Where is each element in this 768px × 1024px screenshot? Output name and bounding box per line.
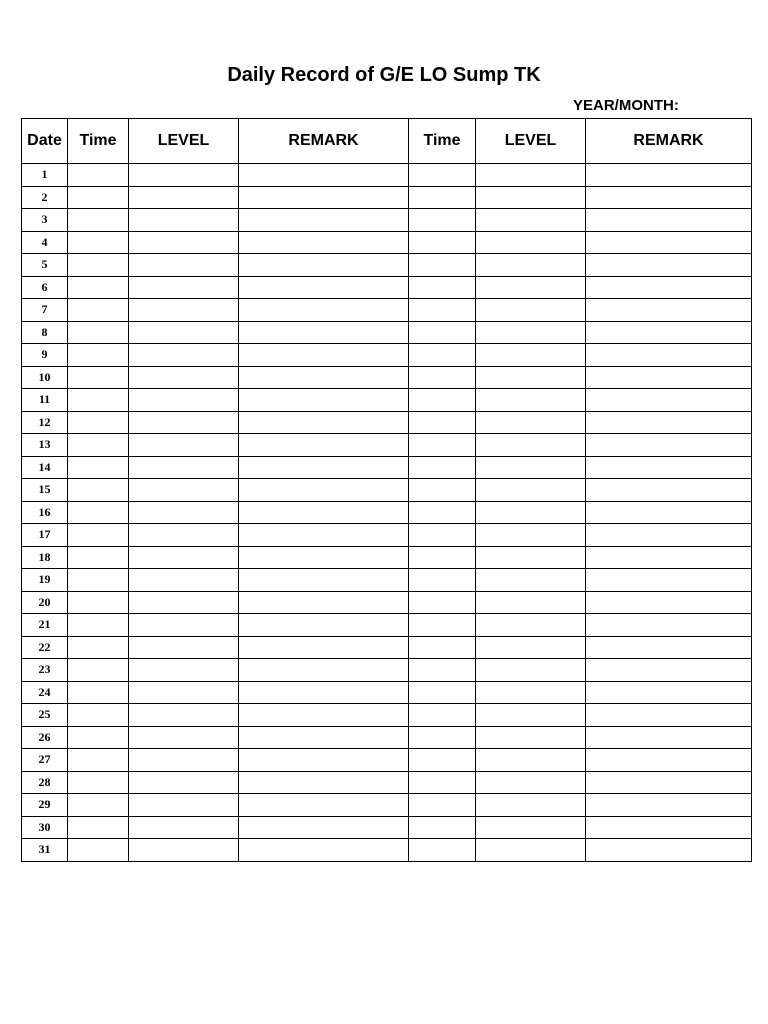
table-row [22,704,752,727]
level-2-cell [476,501,586,524]
level-1-cell [129,569,239,592]
time-2-cell [409,434,476,457]
remark-1-cell [239,434,409,457]
date-cell: 10 [22,366,68,389]
remark-2-cell [586,569,752,592]
level-2-cell [476,209,586,232]
time-2-cell [409,794,476,817]
record-table [21,118,752,862]
time-1-cell [68,366,129,389]
time-2-cell [409,659,476,682]
header-level-2: LEVEL [476,119,586,164]
level-1-cell [129,344,239,367]
date-cell: 7 [22,299,68,322]
time-2-cell [409,164,476,187]
remark-1-cell [239,749,409,772]
date-cell: 13 [22,434,68,457]
time-1-cell [68,276,129,299]
level-1-cell [129,411,239,434]
time-1-cell [68,749,129,772]
date-cell: 3 [22,209,68,232]
remark-1-cell [239,704,409,727]
time-2-cell [409,546,476,569]
time-1-cell [68,726,129,749]
date-cell: 22 [22,636,68,659]
table-row [22,299,752,322]
remark-1-cell [239,231,409,254]
remark-1-cell [239,614,409,637]
level-2-cell [476,816,586,839]
time-2-cell [409,344,476,367]
date-cell: 16 [22,501,68,524]
time-2-cell [409,411,476,434]
time-2-cell [409,839,476,862]
date-cell: 18 [22,546,68,569]
time-1-cell [68,839,129,862]
remark-2-cell [586,726,752,749]
time-2-cell [409,614,476,637]
level-1-cell [129,186,239,209]
time-1-cell [68,681,129,704]
remark-1-cell [239,186,409,209]
date-cell: 1 [22,164,68,187]
remark-1-cell [239,681,409,704]
table-row [22,681,752,704]
header-level-1: LEVEL [129,119,239,164]
level-1-cell [129,299,239,322]
table-row [22,434,752,457]
time-2-cell [409,749,476,772]
time-1-cell [68,456,129,479]
level-2-cell [476,164,586,187]
level-1-cell [129,659,239,682]
remark-1-cell [239,771,409,794]
remark-1-cell [239,659,409,682]
date-cell: 11 [22,389,68,412]
level-1-cell [129,816,239,839]
date-cell: 28 [22,771,68,794]
level-2-cell [476,546,586,569]
level-2-cell [476,434,586,457]
time-1-cell [68,321,129,344]
table-row [22,546,752,569]
level-2-cell [476,231,586,254]
level-2-cell [476,591,586,614]
time-2-cell [409,704,476,727]
record-table-body [22,164,752,862]
table-row [22,411,752,434]
level-1-cell [129,501,239,524]
level-1-cell [129,794,239,817]
level-1-cell [129,681,239,704]
remark-2-cell [586,321,752,344]
remark-1-cell [239,164,409,187]
remark-1-cell [239,321,409,344]
table-row [22,164,752,187]
date-cell: 26 [22,726,68,749]
time-2-cell [409,479,476,502]
remark-1-cell [239,636,409,659]
remark-1-cell [239,524,409,547]
level-1-cell [129,839,239,862]
level-2-cell [476,614,586,637]
level-2-cell [476,411,586,434]
date-cell: 20 [22,591,68,614]
table-row [22,456,752,479]
time-1-cell [68,164,129,187]
remark-1-cell [239,794,409,817]
level-1-cell [129,479,239,502]
table-row [22,816,752,839]
year-month-label: YEAR/MONTH: [573,97,679,114]
time-2-cell [409,186,476,209]
time-1-cell [68,186,129,209]
time-2-cell [409,209,476,232]
level-1-cell [129,389,239,412]
level-1-cell [129,726,239,749]
table-row [22,254,752,277]
remark-1-cell [239,411,409,434]
level-1-cell [129,524,239,547]
remark-2-cell [586,501,752,524]
date-cell: 30 [22,816,68,839]
time-1-cell [68,794,129,817]
date-cell: 29 [22,794,68,817]
table-row [22,614,752,637]
level-1-cell [129,164,239,187]
time-2-cell [409,524,476,547]
time-1-cell [68,209,129,232]
table-row [22,344,752,367]
time-2-cell [409,276,476,299]
remark-1-cell [239,839,409,862]
level-1-cell [129,231,239,254]
remark-2-cell [586,591,752,614]
level-2-cell [476,636,586,659]
table-row [22,524,752,547]
table-row [22,231,752,254]
remark-2-cell [586,344,752,367]
time-2-cell [409,321,476,344]
level-1-cell [129,749,239,772]
remark-2-cell [586,681,752,704]
table-row [22,659,752,682]
table-row [22,794,752,817]
time-2-cell [409,231,476,254]
header-remark-1: REMARK [239,119,409,164]
remark-2-cell [586,366,752,389]
header-time-1: Time [68,119,129,164]
date-cell: 23 [22,659,68,682]
time-2-cell [409,569,476,592]
time-1-cell [68,704,129,727]
document-title: Daily Record of G/E LO Sump TK [227,64,541,86]
remark-2-cell [586,254,752,277]
level-2-cell [476,681,586,704]
time-1-cell [68,299,129,322]
time-2-cell [409,771,476,794]
date-cell: 17 [22,524,68,547]
level-2-cell [476,389,586,412]
level-2-cell [476,771,586,794]
level-1-cell [129,771,239,794]
remark-2-cell [586,749,752,772]
remark-2-cell [586,434,752,457]
remark-2-cell [586,839,752,862]
remark-2-cell [586,771,752,794]
time-1-cell [68,546,129,569]
time-1-cell [68,591,129,614]
remark-2-cell [586,816,752,839]
header-row [22,119,752,164]
remark-2-cell [586,636,752,659]
time-2-cell [409,726,476,749]
table-row [22,749,752,772]
remark-2-cell [586,231,752,254]
date-cell: 14 [22,456,68,479]
level-1-cell [129,546,239,569]
header-date: Date [22,119,68,164]
level-1-cell [129,366,239,389]
table-row [22,389,752,412]
remark-1-cell [239,591,409,614]
remark-1-cell [239,501,409,524]
table-row [22,636,752,659]
level-1-cell [129,591,239,614]
level-2-cell [476,726,586,749]
level-1-cell [129,636,239,659]
remark-2-cell [586,164,752,187]
date-cell: 24 [22,681,68,704]
level-2-cell [476,569,586,592]
level-2-cell [476,479,586,502]
time-2-cell [409,816,476,839]
time-2-cell [409,456,476,479]
time-1-cell [68,344,129,367]
time-1-cell [68,816,129,839]
date-cell: 27 [22,749,68,772]
time-1-cell [68,231,129,254]
level-1-cell [129,321,239,344]
date-cell: 5 [22,254,68,277]
remark-2-cell [586,524,752,547]
date-cell: 12 [22,411,68,434]
level-2-cell [476,276,586,299]
time-2-cell [409,366,476,389]
remark-2-cell [586,389,752,412]
level-2-cell [476,456,586,479]
level-1-cell [129,704,239,727]
table-row [22,569,752,592]
date-cell: 8 [22,321,68,344]
time-1-cell [68,434,129,457]
time-2-cell [409,681,476,704]
level-1-cell [129,276,239,299]
time-2-cell [409,389,476,412]
remark-2-cell [586,411,752,434]
remark-2-cell [586,299,752,322]
table-row [22,321,752,344]
level-2-cell [476,749,586,772]
level-1-cell [129,614,239,637]
level-1-cell [129,209,239,232]
level-2-cell [476,524,586,547]
remark-1-cell [239,546,409,569]
time-2-cell [409,501,476,524]
header-remark-2: REMARK [586,119,752,164]
time-2-cell [409,591,476,614]
remark-1-cell [239,366,409,389]
remark-1-cell [239,254,409,277]
time-1-cell [68,569,129,592]
date-cell: 21 [22,614,68,637]
time-1-cell [68,659,129,682]
level-2-cell [476,366,586,389]
date-cell: 2 [22,186,68,209]
time-1-cell [68,389,129,412]
level-2-cell [476,186,586,209]
level-2-cell [476,794,586,817]
table-row [22,276,752,299]
date-cell: 9 [22,344,68,367]
remark-1-cell [239,276,409,299]
remark-1-cell [239,479,409,502]
time-1-cell [68,254,129,277]
table-row [22,591,752,614]
time-1-cell [68,411,129,434]
header-time-2: Time [409,119,476,164]
remark-1-cell [239,816,409,839]
time-2-cell [409,636,476,659]
remark-1-cell [239,209,409,232]
remark-1-cell [239,389,409,412]
date-cell: 6 [22,276,68,299]
remark-2-cell [586,614,752,637]
remark-2-cell [586,704,752,727]
date-cell: 25 [22,704,68,727]
level-1-cell [129,456,239,479]
remark-2-cell [586,794,752,817]
remark-1-cell [239,299,409,322]
remark-2-cell [586,546,752,569]
time-2-cell [409,254,476,277]
table-row [22,501,752,524]
remark-2-cell [586,209,752,232]
level-2-cell [476,299,586,322]
time-1-cell [68,614,129,637]
table-row [22,366,752,389]
remark-1-cell [239,569,409,592]
remark-1-cell [239,344,409,367]
remark-1-cell [239,726,409,749]
level-2-cell [476,659,586,682]
table-row [22,479,752,502]
table-row [22,839,752,862]
remark-1-cell [239,456,409,479]
level-1-cell [129,254,239,277]
level-2-cell [476,254,586,277]
time-1-cell [68,636,129,659]
time-1-cell [68,479,129,502]
table-row [22,726,752,749]
level-2-cell [476,839,586,862]
level-2-cell [476,704,586,727]
level-2-cell [476,344,586,367]
table-row [22,186,752,209]
remark-2-cell [586,479,752,502]
remark-2-cell [586,186,752,209]
time-2-cell [409,299,476,322]
date-cell: 19 [22,569,68,592]
date-cell: 31 [22,839,68,862]
remark-2-cell [586,276,752,299]
level-1-cell [129,434,239,457]
time-1-cell [68,501,129,524]
table-row [22,771,752,794]
remark-2-cell [586,456,752,479]
remark-2-cell [586,659,752,682]
date-cell: 4 [22,231,68,254]
time-1-cell [68,524,129,547]
level-2-cell [476,321,586,344]
date-cell: 15 [22,479,68,502]
time-1-cell [68,771,129,794]
table-row [22,209,752,232]
